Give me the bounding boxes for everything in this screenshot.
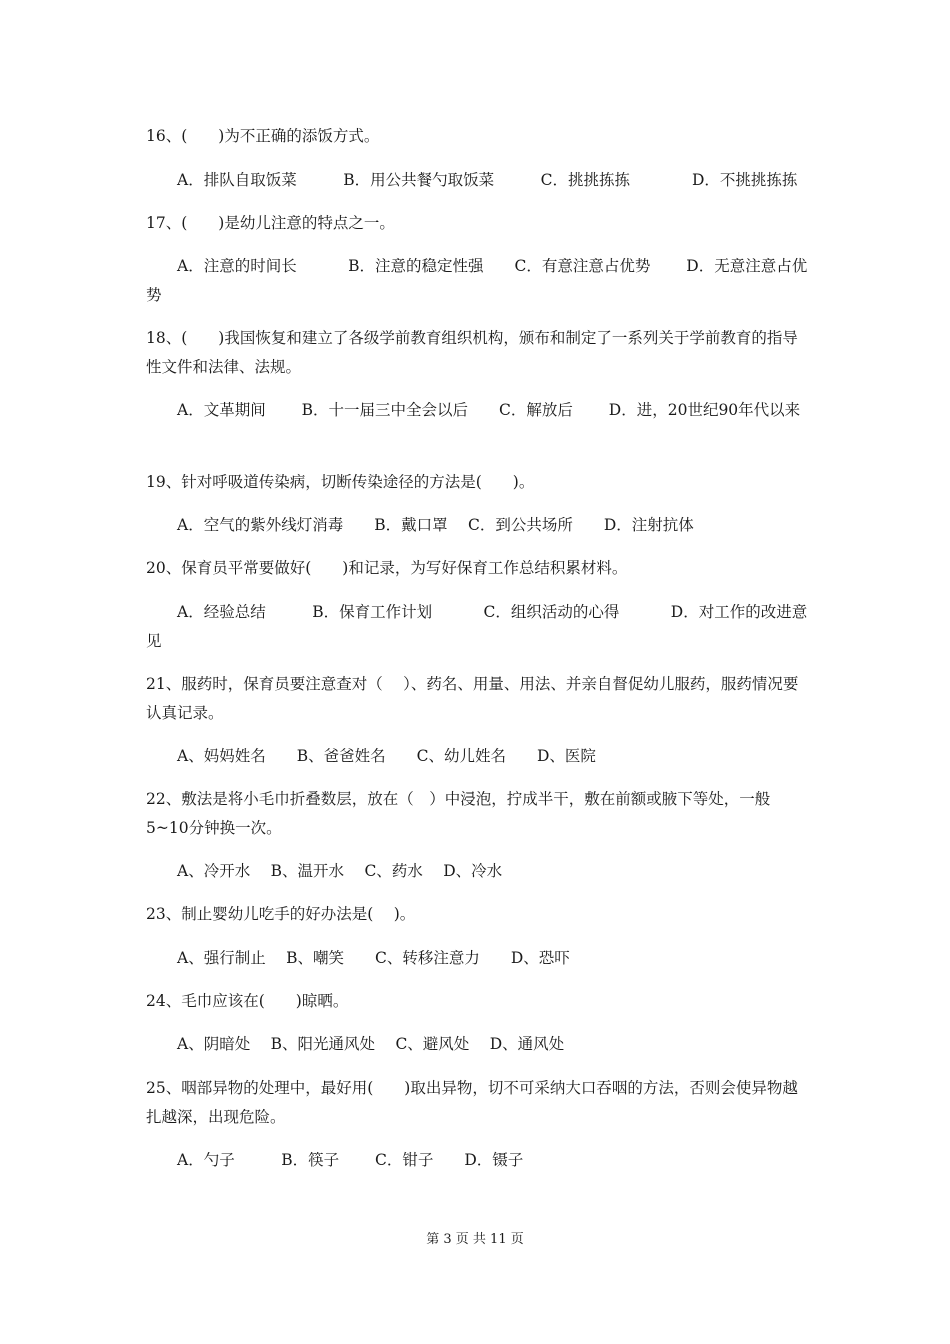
question-23-stem: 23、制止婴幼儿吃手的好办法是( )。 [146,905,416,923]
page-number-footer: 第 3 页 共 11 页 [426,1232,524,1247]
question-22-stem: 22、敷法是将小毛巾折叠数层，放在（ ）中浸泡，拧成半干，敷在前额或腋下等处，一般5~10分钟换一次。 [146,790,771,837]
question-22-options: A、冷开水 B、温开水 C、药水 D、冷水 [177,862,503,880]
question-24-options: A、阴暗处 B、阳光通风处 C、避风处 D、通风处 [177,1035,565,1053]
question-20-options: A．经验总结 B．保育工作计划 C．组织活动的心得 D．对工作的改进意见 [146,603,808,650]
question-24-stem: 24、毛巾应该在( )晾晒。 [146,992,349,1010]
question-18-options: A．文革期间 B．十一届三中全会以后 C．解放后 D．进，20世纪90年代以来 [177,401,801,419]
question-21-stem: 21、服药时，保育员要注意查对（ ）、药名、用量、用法、并亲自督促幼儿服药，服药情况要认真记录。 [146,675,799,722]
question-21-options: A、妈妈姓名 B、爸爸姓名 C、幼儿姓名 D、医院 [177,747,596,765]
question-16-stem: 16、( )为不正确的添饭方式。 [146,127,380,145]
question-19-options: A．空气的紫外线灯消毒 B．戴口罩 C．到公共场所 D．注射抗体 [177,516,694,534]
question-17-options: A．注意的时间长 B．注意的稳定性强 C．有意注意占优势 D．无意注意占优势 [146,257,808,304]
question-25-stem: 25、咽部异物的处理中，最好用( )取出异物，切不可采纳大口吞咽的方法，否则会使异物越扎越深，出现危险。 [146,1079,798,1126]
question-25-options: A．勺子 B．筷子 C．钳子 D．镊子 [177,1151,524,1169]
question-23-options: A、强行制止 B、嘲笑 C、转移注意力 D、恐吓 [177,949,570,967]
question-16-options: A．排队自取饭菜 B．用公共餐勺取饭菜 C．挑挑拣拣 D．不挑挑拣拣 [177,171,798,189]
question-18-stem: 18、( )我国恢复和建立了各级学前教育组织机构，颁布和制定了一系列关于学前教育的指导性文件和法律、法规。 [146,329,798,376]
question-17-stem: 17、( )是幼儿注意的特点之一。 [146,214,395,232]
question-19-stem: 19、针对呼吸道传染病，切断传染途径的方法是( )。 [146,473,535,491]
question-20-stem: 20、保育员平常要做好( )和记录，为写好保育工作总结积累材料。 [146,559,628,577]
